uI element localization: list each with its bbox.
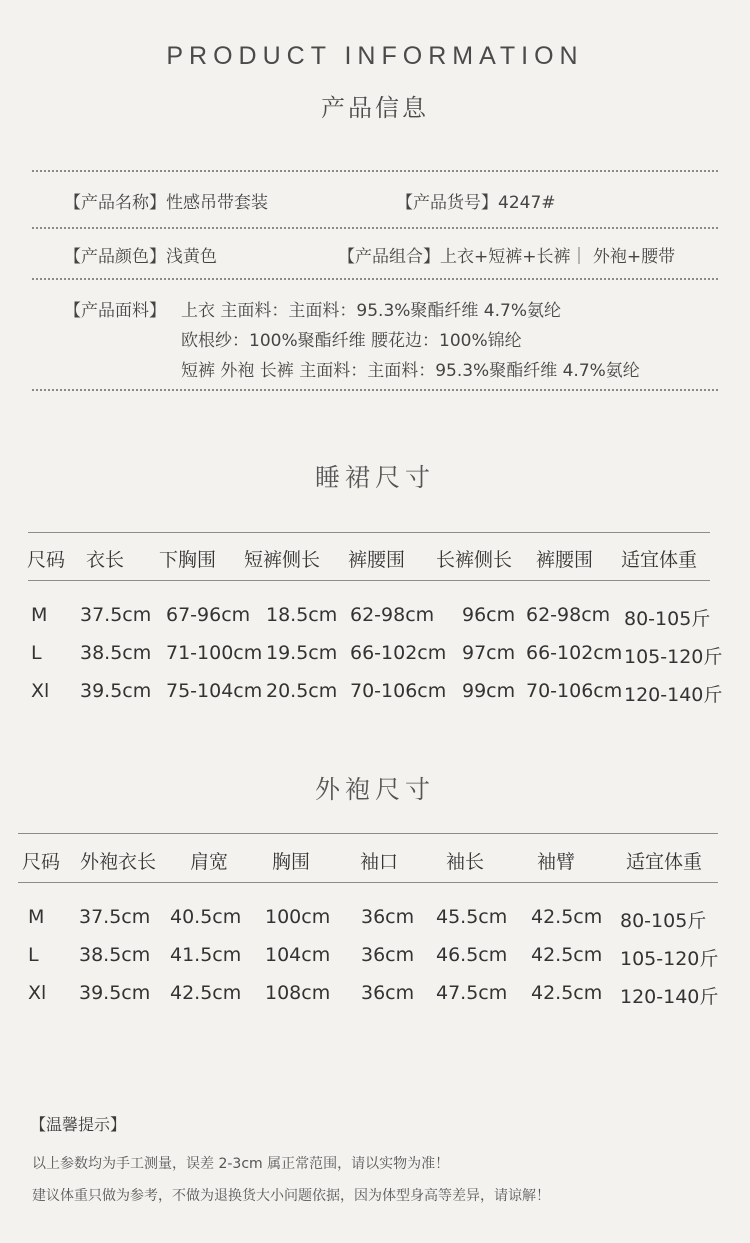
column-header: 下胸围 [159, 549, 217, 571]
product-color-label: 【产品颜色】 [64, 247, 166, 267]
table-rule [28, 532, 710, 533]
title-english: PRODUCT INFORMATION [166, 42, 584, 70]
product-combo-row [338, 242, 675, 267]
table-cell: 62-98cm [350, 604, 435, 626]
product-name-label: 【产品名称】 [64, 193, 166, 213]
table-cell: 18.5cm [266, 604, 338, 626]
table-cell: 120-140斤 [624, 684, 723, 706]
product-color-row [64, 242, 217, 267]
column-header: 肩宽 [190, 851, 229, 873]
size-label: L [31, 642, 42, 664]
size-label: M [28, 906, 45, 928]
divider [32, 227, 718, 229]
column-header: 胸围 [272, 851, 311, 873]
table-cell: 47.5cm [436, 982, 508, 1004]
column-header: 外袍衣长 [80, 851, 157, 873]
table-cell: 80-105斤 [620, 910, 707, 932]
column-header: 袖臂 [537, 851, 576, 873]
table-cell: 20.5cm [266, 680, 338, 702]
table-rule [18, 882, 718, 883]
table-cell: 71-100cm [166, 642, 263, 664]
column-header: 尺码 [27, 549, 66, 571]
product-name-row [64, 188, 268, 213]
column-header: 衣长 [86, 549, 125, 571]
product-sku-row [396, 188, 556, 213]
table-cell: 104cm [265, 944, 331, 966]
size-label: Xl [28, 982, 47, 1004]
product-sku-label: 【产品货号】 [396, 193, 498, 213]
column-header: 长裤侧长 [436, 549, 513, 571]
table-cell: 62-98cm [526, 604, 611, 626]
product-combo-label: 【产品组合】 [338, 247, 440, 267]
table-cell: 96cm [462, 604, 516, 626]
table-cell: 120-140斤 [620, 986, 719, 1008]
tips-title: 【温馨提示】 [30, 1115, 127, 1134]
table-cell: 66-102cm [350, 642, 447, 664]
table-cell: 66-102cm [526, 642, 623, 664]
table-cell: 80-105斤 [624, 608, 711, 630]
column-header: 尺码 [22, 851, 61, 873]
product-combo-value: 上衣+短裤+长裤｜ 外袍+腰带 [440, 247, 676, 267]
table-cell: 42.5cm [531, 944, 603, 966]
size-label: Xl [31, 680, 50, 702]
table-rule [28, 580, 710, 581]
table-cell: 36cm [361, 982, 415, 1004]
tips-line: 建议体重只做为参考，不做为退换货大小问题依据，因为体型身高等差异，请谅解！ [32, 1188, 550, 1204]
product-color-value: 浅黄色 [166, 247, 217, 267]
column-header: 袖长 [446, 851, 485, 873]
table-cell: 42.5cm [531, 906, 603, 928]
product-sku-value: 4247# [498, 193, 556, 213]
sleep-size-title: 睡裙尺寸 [314, 463, 435, 492]
table-cell: 42.5cm [170, 982, 242, 1004]
table-cell: 36cm [361, 906, 415, 928]
table-cell: 37.5cm [80, 604, 152, 626]
table-cell: 38.5cm [80, 642, 152, 664]
product-name-value: 性感吊带套装 [166, 193, 268, 213]
column-header: 适宜体重 [626, 851, 703, 873]
table-cell: 75-104cm [166, 680, 263, 702]
column-header: 裤腰围 [348, 549, 406, 571]
product-fabric-line: 欧根纱：100%聚酯纤维 腰花边：100%锦纶 [181, 331, 522, 351]
size-label: M [31, 604, 48, 626]
table-cell: 37.5cm [79, 906, 151, 928]
divider [32, 389, 718, 391]
size-label: L [28, 944, 39, 966]
table-cell: 70-106cm [526, 680, 623, 702]
table-cell: 67-96cm [166, 604, 251, 626]
table-cell: 99cm [462, 680, 516, 702]
table-cell: 38.5cm [79, 944, 151, 966]
table-cell: 100cm [265, 906, 331, 928]
table-cell: 19.5cm [266, 642, 338, 664]
table-cell: 45.5cm [436, 906, 508, 928]
table-cell: 40.5cm [170, 906, 242, 928]
table-cell: 39.5cm [80, 680, 152, 702]
divider [32, 278, 718, 280]
table-cell: 105-120斤 [620, 948, 719, 970]
table-cell: 97cm [462, 642, 516, 664]
column-header: 短裤侧长 [244, 549, 321, 571]
table-cell: 39.5cm [79, 982, 151, 1004]
tips-line: 以上参数均为手工测量，误差 2-3cm 属正常范围，请以实物为准！ [32, 1156, 450, 1172]
table-cell: 108cm [265, 982, 331, 1004]
column-header: 适宜体重 [621, 549, 698, 571]
table-rule [18, 833, 718, 834]
table-cell: 41.5cm [170, 944, 242, 966]
product-fabric-line: 短裤 外袍 长裤 主面料：主面料：95.3%聚酯纤维 4.7%氨纶 [181, 361, 640, 381]
product-fabric-label: 【产品面料】 [64, 301, 166, 321]
table-cell: 36cm [361, 944, 415, 966]
table-cell: 46.5cm [436, 944, 508, 966]
title-chinese: 产品信息 [321, 94, 429, 122]
column-header: 裤腰围 [536, 549, 594, 571]
column-header: 袖口 [360, 851, 399, 873]
table-cell: 42.5cm [531, 982, 603, 1004]
robe-size-title: 外袍尺寸 [314, 775, 435, 804]
table-cell: 70-106cm [350, 680, 447, 702]
divider [32, 170, 718, 172]
product-fabric-line: 上衣 主面料：主面料：95.3%聚酯纤维 4.7%氨纶 [181, 301, 562, 321]
table-cell: 105-120斤 [624, 646, 723, 668]
